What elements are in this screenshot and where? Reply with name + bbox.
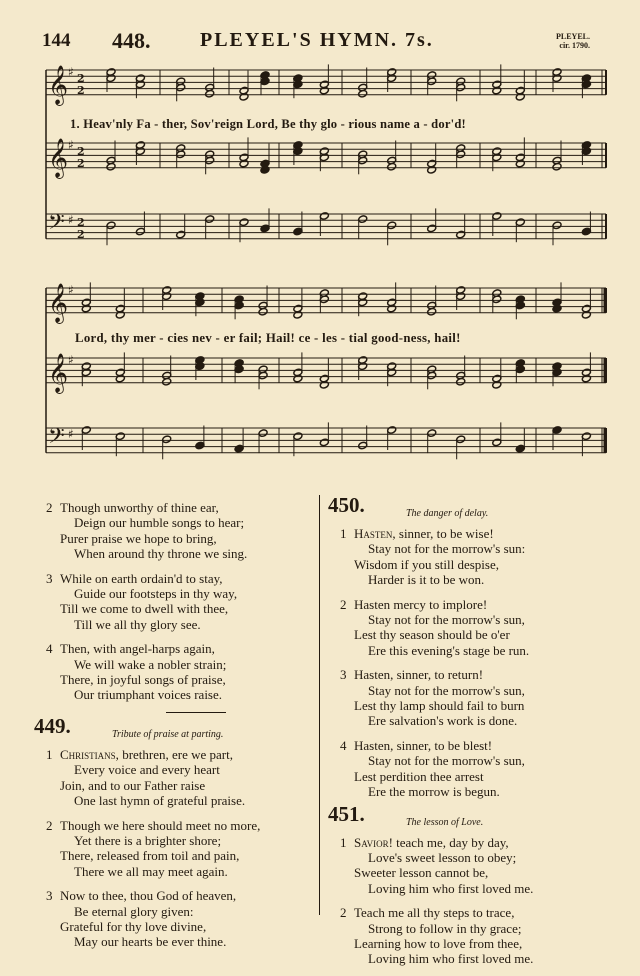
verse-line: Loving him who first loved me. <box>368 880 534 896</box>
note-head <box>239 218 249 227</box>
verse-line: Grateful for thy love divine, <box>60 918 207 934</box>
note-head <box>358 298 368 307</box>
note-head <box>81 426 91 435</box>
verse-line: When around thy throne we sing. <box>74 546 248 562</box>
verse-number: 2 <box>46 817 53 833</box>
note-head <box>387 74 397 83</box>
note-head <box>515 218 525 227</box>
hymn-header <box>328 493 600 526</box>
note-head <box>195 441 205 450</box>
verse-line: 1 Christians, brethren, ere we part, <box>46 746 233 762</box>
verse <box>46 818 316 880</box>
note-head <box>195 362 205 371</box>
verse <box>340 835 600 897</box>
composer-date: cir. 1790. <box>559 41 590 50</box>
hymn-number: 451. <box>328 801 365 826</box>
note-head <box>427 77 437 86</box>
time-signature: 2 <box>77 228 85 241</box>
note-head <box>581 147 591 156</box>
verse-line: Love's sweet lesson to obey; <box>368 849 517 865</box>
verse-line: Yet there is a brighter shore; <box>74 832 222 848</box>
verse-line: Lest thy season should be o'er <box>354 627 510 643</box>
sharp-icon: ♯ <box>68 65 74 79</box>
verse-line: Harder is it to be won. <box>368 572 485 588</box>
note-head <box>358 441 368 450</box>
column-divider <box>319 495 320 915</box>
verse-line: Be eternal glory given: <box>74 903 194 919</box>
verse <box>340 667 600 729</box>
note-head <box>552 304 562 313</box>
verse <box>340 738 600 800</box>
sharp-icon: ♯ <box>68 213 74 227</box>
note-head <box>205 215 215 224</box>
verse-line: One last hymn of grateful praise. <box>74 793 246 809</box>
note-head <box>456 377 466 386</box>
note-head <box>492 438 502 447</box>
note-head <box>319 381 329 390</box>
note-head <box>106 221 116 230</box>
note-head <box>293 147 303 156</box>
time-signature: 2 <box>77 72 85 85</box>
note-head <box>387 162 397 171</box>
note-head <box>456 435 466 444</box>
verse-line: 4 Then, with angel-harps again, <box>46 641 215 657</box>
note-head <box>581 80 591 89</box>
time-signature: 2 <box>77 157 85 170</box>
note-head <box>162 435 172 444</box>
hymn-number: 450. <box>328 493 365 517</box>
verse-line: Guide our footsteps in thy way, <box>74 586 238 602</box>
note-head <box>234 301 244 310</box>
section-rule <box>166 712 226 713</box>
sharp-icon: ♯ <box>68 138 74 152</box>
composer-name: PLEYEL. <box>555 32 590 41</box>
note-head <box>427 307 437 316</box>
page-number: 144 <box>42 30 71 51</box>
hymn-subtitle: The lesson of Love. <box>406 816 484 828</box>
verse-line: Sweeter lesson cannot be, <box>354 865 489 881</box>
note-head <box>135 147 145 156</box>
note-head <box>456 230 466 239</box>
note-head <box>492 295 502 304</box>
note-head <box>135 227 145 236</box>
note-head <box>81 304 91 313</box>
note-head <box>581 311 591 320</box>
verse <box>46 747 316 809</box>
note-head <box>260 224 270 233</box>
note-head <box>427 371 437 380</box>
sharp-icon: ♯ <box>68 353 74 367</box>
time-signature: 2 <box>77 216 85 229</box>
verse-line: May our hearts be ever thine. <box>74 934 227 950</box>
note-head <box>456 292 466 301</box>
note-head <box>581 227 591 236</box>
note-head <box>492 212 502 221</box>
verse-line: 2 Though unworthy of thine ear, <box>46 500 219 515</box>
verse-number: 2 <box>340 905 347 921</box>
verse-line: Ere salvation's work is done. <box>368 713 518 729</box>
note-head <box>260 77 270 86</box>
note-head <box>492 153 502 162</box>
note-head <box>427 429 437 438</box>
note-head <box>552 221 562 230</box>
note-head <box>387 368 397 377</box>
verse <box>340 526 600 588</box>
verse-first-word: Christians, <box>60 746 119 762</box>
note-head <box>319 153 329 162</box>
verse <box>46 500 316 562</box>
verse <box>340 905 600 967</box>
note-head <box>456 83 466 92</box>
note-head <box>387 304 397 313</box>
verse-line: Strong to follow in thy grace; <box>368 920 522 936</box>
hymn-number: 448. <box>112 28 151 53</box>
verse-first-word: Savior <box>354 834 389 850</box>
treble-clef-icon: 𝄞 <box>48 353 69 393</box>
verse-line: 2 Though we here should meet no more, <box>46 817 261 833</box>
note-head <box>81 368 91 377</box>
sharp-icon: ♯ <box>68 283 74 297</box>
verse-number: 3 <box>46 570 53 586</box>
note-head <box>427 166 437 175</box>
note-head <box>456 150 466 159</box>
note-head <box>515 365 525 374</box>
note-head <box>176 150 186 159</box>
verse-number: 4 <box>340 737 347 753</box>
time-signature: 2 <box>77 145 85 158</box>
note-head <box>552 368 562 377</box>
note-head <box>115 432 125 441</box>
note-head <box>319 212 329 221</box>
verse-line: Till we come to dwell with thee, <box>60 601 229 617</box>
verse-line: There we all may meet again. <box>74 863 228 879</box>
verse-line: Loving him who first loved me. <box>368 951 534 967</box>
verse-line: We will wake a nobler strain; <box>74 656 227 672</box>
verse-line: 3 Hasten, sinner, to return! <box>340 667 484 683</box>
verse <box>46 571 316 633</box>
note-head <box>106 74 116 83</box>
music-score <box>0 0 640 480</box>
note-head <box>427 224 437 233</box>
verse <box>46 641 316 703</box>
verse <box>46 888 316 950</box>
hymn-title: PLEYEL'S HYMN. 7s. <box>200 29 434 51</box>
note-head <box>515 444 525 453</box>
verse-line: Join, and to our Father raise <box>60 777 206 793</box>
verse-line: 2 Hasten mercy to implore! <box>340 596 488 612</box>
verse-line: Till we all thy glory see. <box>74 616 201 632</box>
note-head <box>234 365 244 374</box>
note-head <box>234 444 244 453</box>
verse-line: Our triumphant voices raise. <box>74 687 223 703</box>
hymn-subtitle: Tribute of praise at parting. <box>112 728 224 740</box>
verse-number: 2 <box>46 500 53 515</box>
hymn-number: 449. <box>34 713 71 738</box>
lyrics-line-2: Lord, thy mer - cies nev - er fail; Hail! ce - les - tial good-ness, hail! <box>75 331 461 345</box>
left-column <box>34 500 316 959</box>
note-head <box>162 292 172 301</box>
note-head <box>581 374 591 383</box>
note-head <box>319 438 329 447</box>
verse-line: 1 Savior! teach me, day by day, <box>340 834 509 850</box>
verse-line: Stay not for the morrow's sun: <box>368 541 526 557</box>
verse-line: Learning how to love from thee, <box>354 935 523 951</box>
verse-line: 3 Now to thee, thou God of heaven, <box>46 888 237 904</box>
note-head <box>293 80 303 89</box>
note-head <box>258 429 268 438</box>
hymn-subtitle: The danger of delay. <box>406 508 489 519</box>
verse-line: Wisdom if you still despise, <box>354 556 499 572</box>
verse-number: 3 <box>46 888 53 904</box>
verse-number: 4 <box>46 641 53 657</box>
note-head <box>387 426 397 435</box>
verse <box>340 597 600 659</box>
bass-clef-icon: 𝄢 <box>48 424 65 454</box>
verse-number: 1 <box>46 746 53 762</box>
note-head <box>135 80 145 89</box>
note-head <box>293 311 303 320</box>
treble-clef-icon: 𝄞 <box>48 65 69 105</box>
verse-line: There, in joyful songs of praise, <box>60 672 226 688</box>
verse-line: 3 While on earth ordain'd to stay, <box>46 570 223 586</box>
treble-clef-icon: 𝄞 <box>48 283 69 323</box>
note-head <box>260 166 270 175</box>
verse-line: Stay not for the morrow's sun, <box>368 612 525 628</box>
verse-line: Purer praise we hope to bring, <box>60 530 217 546</box>
note-head <box>176 83 186 92</box>
note-head <box>581 432 591 441</box>
verse-line: Deign our humble songs to hear; <box>74 515 245 531</box>
note-head <box>115 374 125 383</box>
note-head <box>515 159 525 168</box>
time-signature: 2 <box>77 84 85 97</box>
treble-clef-icon: 𝄞 <box>48 138 69 178</box>
note-head <box>293 432 303 441</box>
verse-number: 2 <box>340 596 347 612</box>
verse-number: 3 <box>340 667 347 683</box>
note-head <box>492 381 502 390</box>
verse-line: Every voice and every heart <box>74 762 220 778</box>
verse-line: 2 Teach me all thy steps to trace, <box>340 905 515 921</box>
note-head <box>358 215 368 224</box>
verse-line: Stay not for the morrow's sun, <box>368 682 525 698</box>
note-head <box>195 298 205 307</box>
bass-clef-icon: 𝄢 <box>48 210 65 240</box>
note-head <box>387 221 397 230</box>
verse-line: Stay not for the morrow's sun, <box>368 753 525 769</box>
note-head <box>552 74 562 83</box>
note-head <box>293 227 303 236</box>
verse-number: 1 <box>340 834 347 850</box>
note-head <box>552 162 562 171</box>
hymn-header <box>328 801 600 835</box>
note-head <box>239 159 249 168</box>
note-head <box>358 89 368 98</box>
note-head <box>515 93 525 102</box>
note-head <box>162 377 172 386</box>
note-head <box>358 362 368 371</box>
note-head <box>258 307 268 316</box>
note-head <box>258 371 268 380</box>
hymn-header <box>34 713 316 747</box>
verse-number: 1 <box>340 526 347 541</box>
note-head <box>106 162 116 171</box>
sharp-icon: ♯ <box>68 427 74 441</box>
verse-line: There, released from toil and pain, <box>60 848 240 864</box>
note-head <box>239 93 249 102</box>
verse-line: Ere this evening's stage be run. <box>368 642 530 658</box>
verse-line: Ere the morrow is begun. <box>368 784 500 800</box>
verse-first-word: Hasten, <box>354 526 396 541</box>
note-head <box>205 89 215 98</box>
right-column <box>328 493 600 976</box>
note-head <box>176 230 186 239</box>
note-head <box>319 86 329 95</box>
note-head <box>552 426 562 435</box>
note-head <box>293 374 303 383</box>
note-head <box>205 156 215 165</box>
note-head <box>515 301 525 310</box>
note-head <box>115 311 125 320</box>
verse-line: Lest thy lamp should fail to burn <box>354 698 525 714</box>
verse-line: 1 Hasten, sinner, to be wise! <box>340 526 494 541</box>
note-head <box>492 86 502 95</box>
verse-line: 4 Hasten, sinner, to be blest! <box>340 737 493 753</box>
verse-line: Lest perdition thee arrest <box>354 768 484 784</box>
note-head <box>358 156 368 165</box>
lyrics-line-1: 1. Heav'nly Fa - ther, Sov'reign Lord, Be thy glo - rious name a - dor'd! <box>70 117 466 131</box>
note-head <box>319 295 329 304</box>
